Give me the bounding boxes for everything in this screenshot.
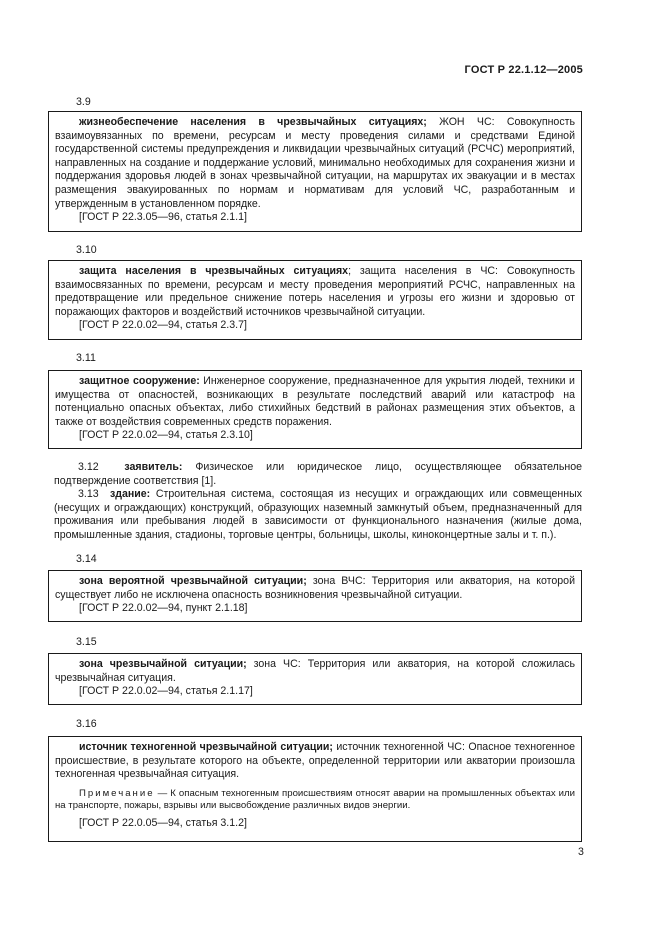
clause-number: 3.11 [76,352,96,364]
clause-number: 3.9 [76,96,91,108]
page-number: 3 [578,846,584,858]
clause-number: 3.10 [76,244,97,256]
term: заявитель: [124,461,183,473]
definition-text: источник техногенной ЧС: Опасное техногенное происшествие, в результате которого на объекте, определенной территории или акватории произошла техногенная чрезвычайная ситуация. [55,741,575,781]
source-reference: [ГОСТ Р 22.0.02—94, статья 2.3.7] [79,319,247,332]
definition-text: Инженерное сооружение, предназначенное для укрытия людей, техники и имущества от опасностей, возникающих в результате последствий аварий или катастроф на потенциально опасных объектах, либо стихийных бедствий в районах размещения этих объектов, а также от воздействия современных средств поражения. [55,375,575,428]
definition-text: зона ВЧС: Территория или акватория, на которой существует либо не исключена опасность возникновения чрезвычайной ситуации. [55,575,575,601]
definition-box [48,570,582,622]
definition-box [48,111,582,232]
document-header: ГОСТ Р 22.1.12—2005 [464,64,583,76]
clause-number: 3.16 [76,718,97,730]
note-text: — К опасным техногенным происшествиям относят аварии на промышленных объектах или на транспорте, пожары, взрывы или высвобождение различных видов энергии. [55,787,575,812]
definition-box [48,653,582,705]
definition-text: Строительная система, состоящая из несущих и ограждающих или совмещенных (несущих и ограждающих) конструкций, образующих наземный замкнутый объем, предназначенный для проживания или пребывания людей в зависимости от функционального назначения (жилые дома, промышленные здания, стадионы, торговые центры, больницы, школы, киноконцертные залы и т. п.). [54,488,582,541]
clause-number: 3.14 [76,553,97,565]
note [55,788,575,813]
definition-text: ЖОН ЧС: Совокупность взаимоувязанных по времени, ресурсам и месту проведения силами и средствами Единой государственной системы предупреждения и ликвидации чрезвычайных ситуаций (РСЧС) мероприятий, направленных на создание и поддержание условий, минимально необходимых для сохранения жизни и поддержания здоровья людей в зонах чрезвычайной ситуации, на маршрутах их эвакуации и в местах размещения эвакуированных по нормам и нормативам для условий ЧС, разработанным и утвержденным в установленном порядке. [55,116,575,210]
note-label: Примечание [79,787,155,799]
term: источник техногенной чрезвычайной ситуации; [79,741,333,753]
definition-box [48,370,582,449]
clause-number: 3.15 [76,636,97,648]
definition-text: ; защита населения в ЧС: Совокупность взаимосвязанных по времени, ресурсам и месту проведения мероприятий РСЧС, направленных на предотвращение или предельное снижение потерь населения и угрозы его жизни и здоровью от поражающих факторов и воздействий источников чрезвычайной ситуации. [55,265,575,318]
term: зона вероятной чрезвычайной ситуации; [79,575,307,587]
source-reference: [ГОСТ Р 22.0.05—94, статья 3.1.2] [79,816,247,829]
term: здание: [109,488,151,501]
source-reference: [ГОСТ Р 22.0.02—94, статья 2.3.10] [79,429,253,442]
term: защита населения в чрезвычайных ситуациях [79,265,349,277]
clause-number: 3.13 [78,488,99,501]
source-reference: [ГОСТ Р 22.0.02—94, пункт 2.1.18] [79,602,248,615]
definition-text: Физическое или юридическое лицо, осуществляющее обязательное подтверждение соответствия [1]. [54,461,582,487]
source-reference: [ГОСТ Р 22.3.05—96, статья 2.1.1] [79,211,247,224]
definition-box [48,260,582,340]
term: жизнеобеспечение населения в чрезвычайных ситуациях; [79,116,427,128]
term: зона чрезвычайной ситуации; [79,658,247,670]
definition-text: зона ЧС: Территория или акватория, на которой сложилась чрезвычайная ситуация. [55,658,575,684]
plain-definitions [54,461,582,543]
definition-box [48,736,582,842]
term: защитное сооружение: [79,375,200,387]
clause-number: 3.12 [78,461,99,473]
source-reference: [ГОСТ Р 22.0.02—94, статья 2.1.17] [79,685,253,698]
